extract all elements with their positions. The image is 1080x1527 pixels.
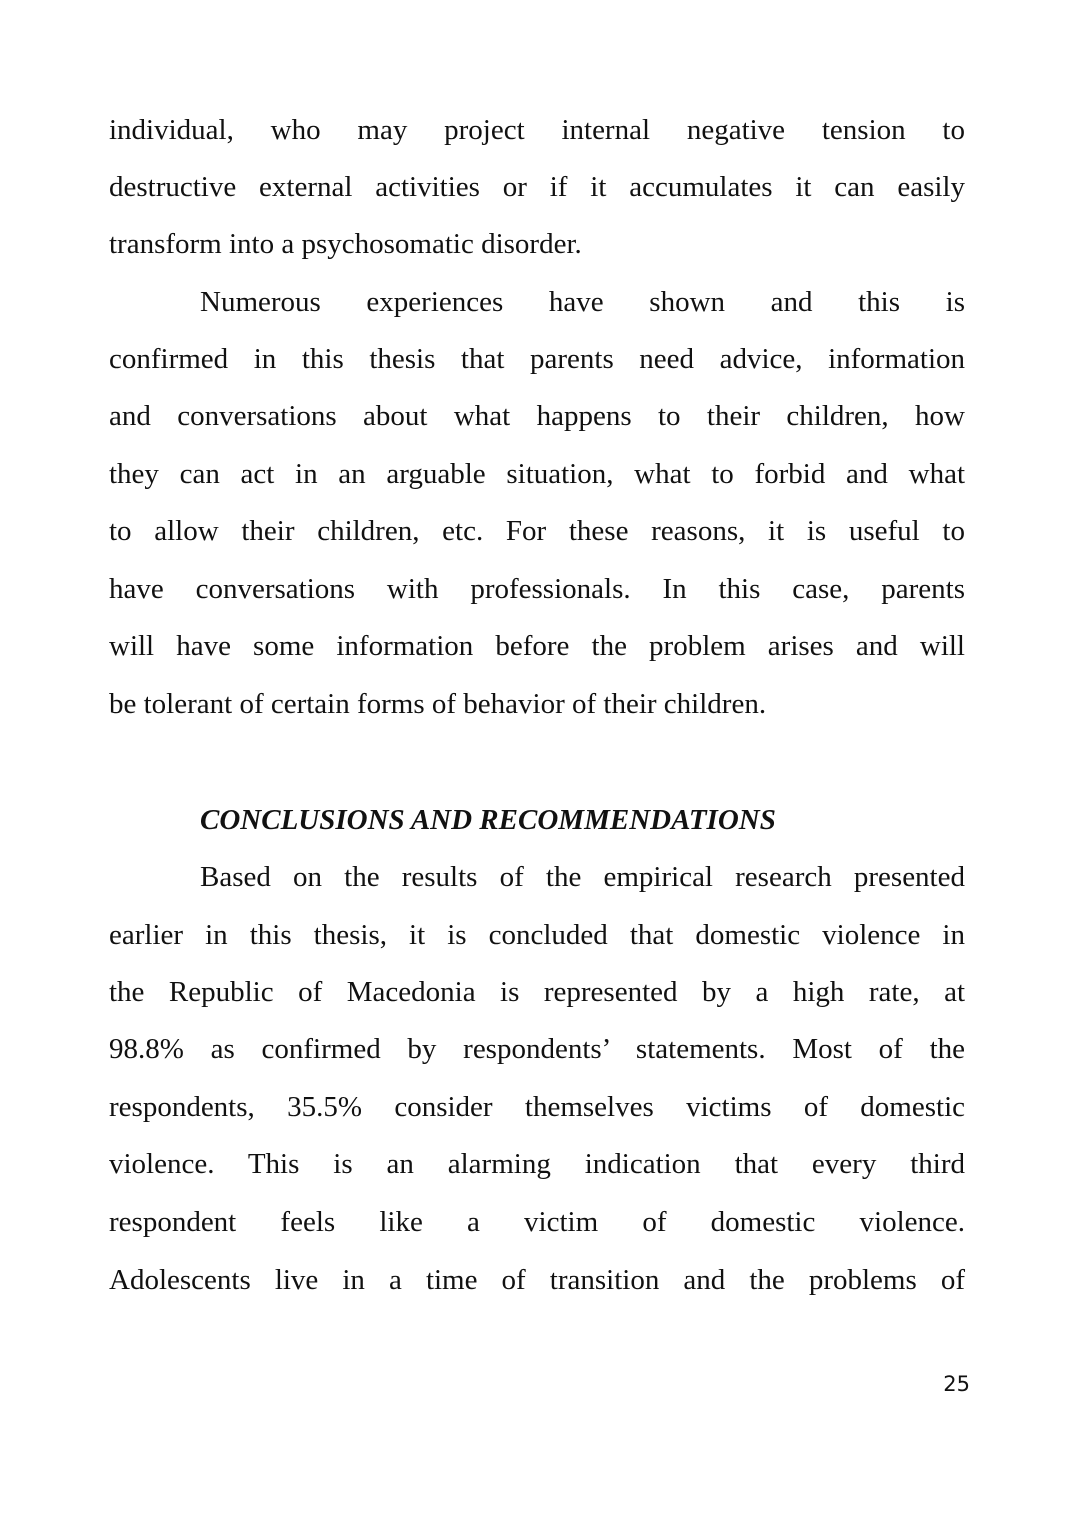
paragraph-line: be tolerant of certain forms of behavior of their children. [109, 688, 767, 720]
paragraph-line: Adolescents live in a time of transition and the problems of [109, 1264, 965, 1296]
paragraph-line: 98.8% as confirmed by respondents’ statements. Most of the [109, 1033, 965, 1065]
paragraph-line: confirmed in this thesis that parents need advice, information [109, 343, 965, 375]
paragraph-line: to allow their children, etc. For these reasons, it is useful to [109, 515, 965, 547]
paragraph-line: violence. This is an alarming indication that every third [109, 1148, 965, 1180]
page-number: 25 [943, 1372, 970, 1396]
paragraph-line: individual, who may project internal negative tension to [109, 114, 965, 146]
paragraph-line: respondents, 35.5% consider themselves victims of domestic [109, 1091, 965, 1123]
paragraph-line: they can act in an arguable situation, what to forbid and what [109, 458, 965, 490]
paragraph-line: and conversations about what happens to their children, how [109, 400, 965, 432]
paragraph-line: Based on the results of the empirical research presented [200, 861, 965, 893]
paragraph-line: will have some information before the problem arises and will [109, 630, 965, 662]
paragraph-line: earlier in this thesis, it is concluded that domestic violence in [109, 919, 965, 951]
paragraph-line: the Republic of Macedonia is represented by a high rate, at [109, 976, 965, 1008]
paragraph-line: have conversations with professionals. In this case, parents [109, 573, 965, 605]
section-heading: CONCLUSIONS AND RECOMMENDATIONS [200, 804, 776, 836]
paragraph-line: Numerous experiences have shown and this is [200, 286, 965, 318]
paragraph-line: transform into a psychosomatic disorder. [109, 228, 582, 260]
paragraph-line: destructive external activities or if it accumulates it can easily [109, 171, 965, 203]
paragraph-line: respondent feels like a victim of domestic violence. [109, 1206, 965, 1238]
